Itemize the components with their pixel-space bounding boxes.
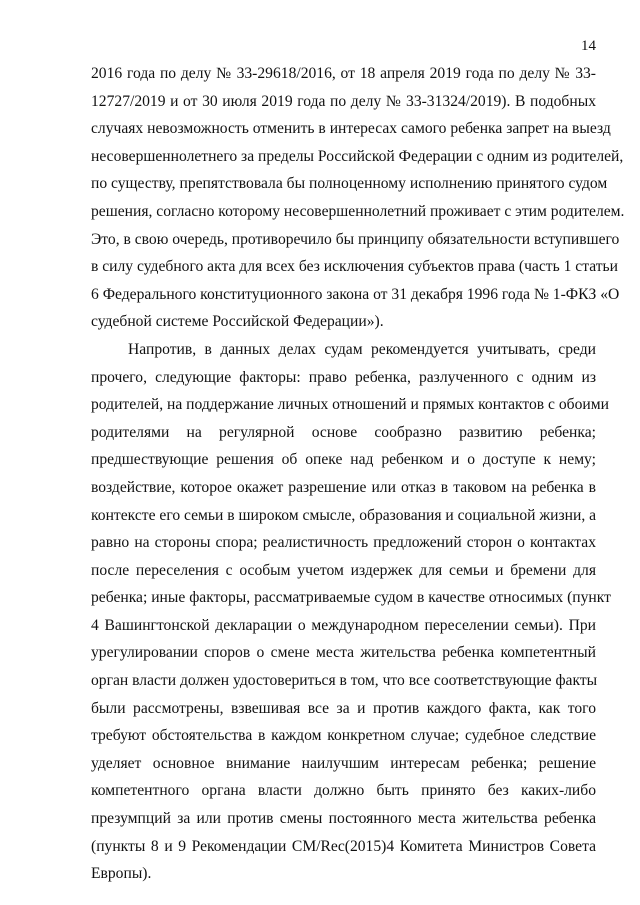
text-line: презумпций за или против смены постоянного места жительства ребенка — [91, 810, 596, 828]
text-line: урегулировании споров о смене места жительства ребенка компетентный — [91, 644, 596, 662]
text-line: предшествующие решения об опеке над ребенком и о доступе к нему; — [91, 451, 596, 469]
document-body — [91, 60, 625, 888]
text-line: уделяет основное внимание наилучшим интересам ребенка; решение — [91, 754, 596, 772]
text-line: родителями на регулярной основе сообразно развитию ребенка; — [91, 423, 596, 441]
text-line: воздействие, которое окажет разрешение или отказ в таковом на ребенка в — [91, 478, 596, 496]
text-line: орган власти должен удостовериться в том, что все соответствующие факты — [91, 672, 598, 690]
text-line: после переселения с особым учетом издержек для семьи и бремени для — [91, 561, 596, 579]
text-line: судебной системе Российской Федерации»). — [91, 313, 384, 331]
text-line: ребенка; иные факторы, рассматриваемые судом в качестве относимых (пункт — [91, 589, 611, 607]
text-line: компетентного органа власти должно быть принято без каких-либо — [91, 782, 596, 800]
text-line: 12727/2019 и от 30 июля 2019 года по делу № 33-31324/2019). В подобных — [91, 92, 596, 110]
paragraph — [91, 336, 611, 888]
text-line: в силу судебного акта для всех без исключения субъектов права (часть 1 статьи — [91, 258, 618, 276]
paragraph — [91, 60, 625, 336]
text-line: случаях невозможность отменить в интересах самого ребенка запрет на выезд — [91, 120, 611, 138]
text-line: 2016 года по делу № 33-29618/2016, от 18 апреля 2019 года по делу № 33- — [91, 65, 596, 82]
text-line: контексте его семьи в широком смысле, образования и социальной жизни, а — [91, 506, 597, 524]
text-line: по существу, препятствовала бы полноценному исполнению принятого судом — [91, 175, 608, 193]
page-number: 14 — [581, 38, 596, 54]
text-line: были рассмотрены, взвешивая все за и против каждого факта, как того — [91, 699, 596, 717]
text-line: Это, в свою очередь, противоречило бы принципу обязательности вступившего — [91, 230, 620, 248]
text-line: 6 Федерального конституционного закона от 31 декабря 1996 года № 1-ФКЗ «О — [91, 285, 620, 303]
text-line: Европы). — [91, 865, 152, 883]
text-line: Напротив, в данных делах судам рекомендуется учитывать, среди — [128, 340, 596, 358]
text-line: прочего, следующие факторы: право ребенка, разлученного с одним из — [91, 368, 596, 386]
text-line: 4 Вашингтонской декларации о международном переселении семьи). При — [91, 616, 596, 634]
text-line: требуют обстоятельства в каждом конкретном случае; судебное следствие — [91, 727, 596, 745]
text-line: равно на стороны спора; реалистичность предложений сторон о контактах — [91, 534, 596, 552]
text-line: родителей, на поддержание личных отношений и прямых контактов с обоими — [91, 396, 609, 414]
text-line: несовершеннолетнего за пределы Российской Федерации с одним из родителей, — [91, 147, 624, 165]
text-line: решения, согласно которому несовершеннолетний проживает с этим родителем. — [91, 202, 625, 220]
text-line: (пункты 8 и 9 Рекомендации CM/Rec(2015)4 Комитета Министров Совета — [91, 837, 596, 855]
